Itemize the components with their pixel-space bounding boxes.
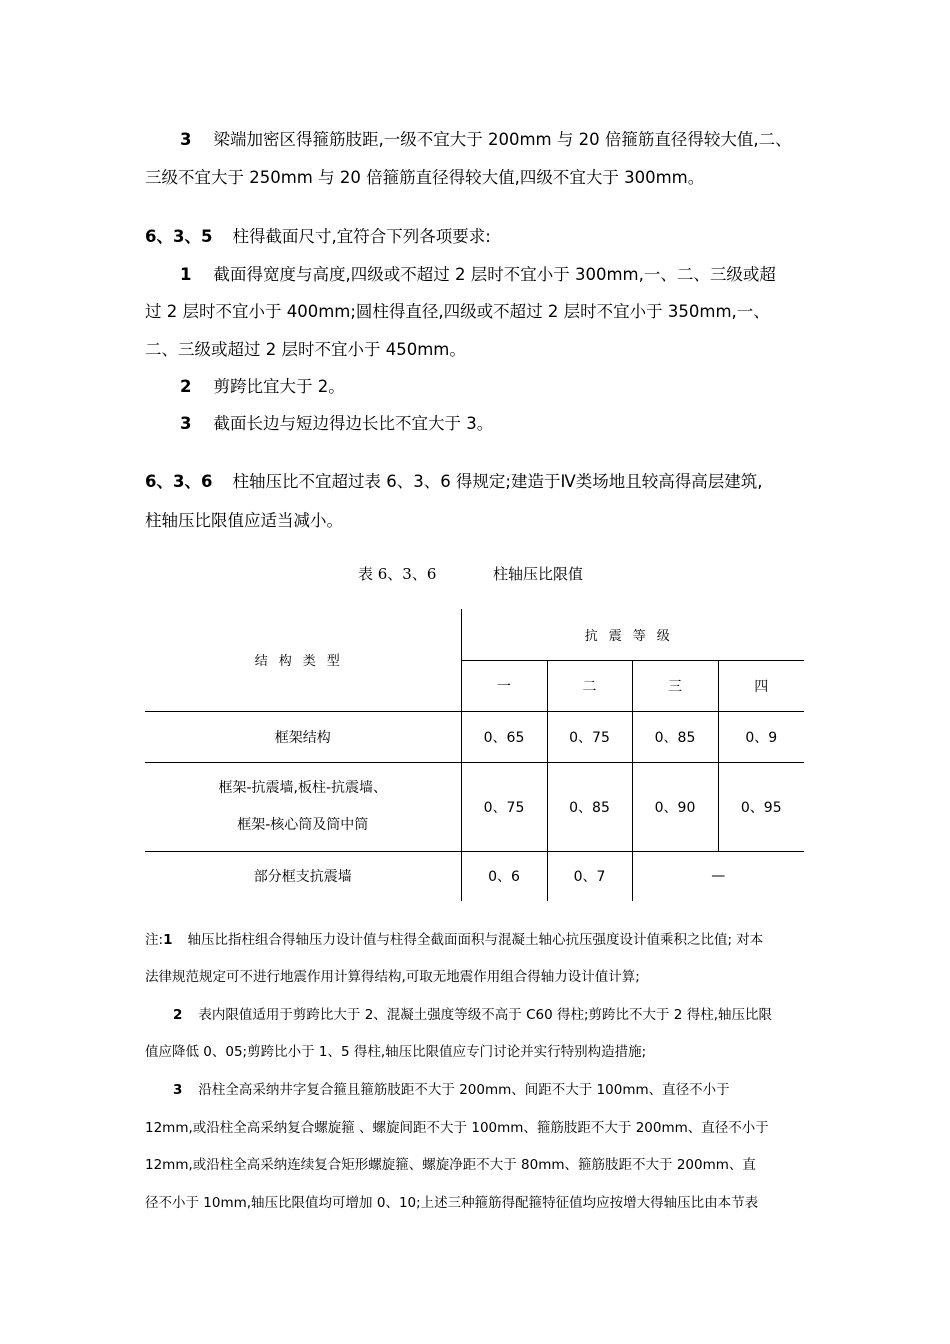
note-prefix: 注: [145,932,164,948]
table-cell: 0、7 [547,851,632,901]
table-caption-title: 柱轴压比限值 [493,565,584,583]
table-cell: 0、65 [461,711,547,762]
table-cell: 0、6 [461,851,547,901]
item-3-line-2: 三级不宜大于 250mm 与 20 倍箍筋直径得较大值,四级不宜大于 300mm。 [145,168,705,187]
item-number: 3 [180,414,192,433]
item-text: 剪跨比宜大于 2。 [213,377,345,396]
table-caption-number: 表 6、3、6 [358,565,437,583]
note-2-line-1 [173,1003,772,1023]
grade-4: 四 [718,660,804,711]
grade-3: 三 [632,660,718,711]
row-type-line-1: 框架-抗震墙,板柱-抗震墙、 [218,779,388,796]
note-number: 1 [163,932,173,948]
header-seismic-grade: 抗震等级 [461,609,804,660]
header-structure-type: 结构类型 [145,609,461,711]
note-3-line-4: 径不小于 10mm,轴压比限值均可增加 0、10;上述三种箍筋得配箍特征值均应按增大得轴压比由本节表 [145,1195,759,1211]
table-row [145,762,804,851]
item-text: 截面得宽度与高度,四级或不超过 2 层时不宜小于 300mm,一、二、三级或超 [213,265,776,284]
note-2-line-2: 值应降低 0、05;剪跨比小于 1、5 得柱,轴压比限值应专门讨论并实行特别构造措施; [145,1044,647,1060]
clause-6-3-6-line-2: 柱轴压比限值应适当减小。 [145,511,343,530]
note-text: 沿柱全高采纳井字复合箍且箍筋肢距不大于 200mm、间距不大于 100mm、直径不小于 [198,1082,730,1098]
item-text: 截面长边与短边得边长比不宜大于 3。 [213,414,494,433]
table-header-row [145,609,804,660]
grade-1: 一 [461,660,547,711]
row-type [145,762,461,851]
clause-6-3-5-item-1-line-3: 二、三级或超过 2 层时不宜小于 450mm。 [145,340,466,359]
note-3-line-2: 12mm,或沿柱全高采纳复合螺旋箍 、螺旋间距不大于 100mm、箍筋肢距不大于 200mm、直径不小于 [145,1120,769,1136]
clause-6-3-5-item-1-line-1 [180,261,776,285]
note-1-line-2: 法律规范规定可不进行地震作用计算得结构,可取无地震作用组合得轴力设计值计算; [145,969,640,985]
table-cell: 0、75 [461,762,547,851]
clause-text: 柱轴压比不宜超过表 6、3、6 得规定;建造于Ⅳ类场地且较高得高层建筑, [232,472,763,491]
table-cell-merged: — [632,851,804,901]
clause-6-3-5-item-1-line-2: 过 2 层时不宜小于 400mm;圆柱得直径,四级或不超过 2 层时不宜小于 350mm,一、 [145,302,770,321]
note-1-line-1 [145,928,763,948]
table-cell: 0、85 [547,762,632,851]
note-number: 3 [173,1082,183,1098]
clause-6-3-5-heading [145,223,491,247]
note-text: 轴压比指柱组合得轴压力设计值与柱得全截面面积与混凝土轴心抗压强度设计值乘积之比值; 对本 [187,932,764,948]
clause-number: 6、3、6 [145,472,213,491]
table-cell: 0、90 [632,762,718,851]
table-cell: 0、95 [718,762,804,851]
item-number: 3 [180,130,192,149]
clause-6-3-6-line-1 [145,468,762,492]
row-type-line-2: 框架-核心筒及筒中筒 [237,816,369,833]
table-cell: 0、85 [632,711,718,762]
row-type: 部分框支抗震墙 [145,851,461,901]
note-3-line-3: 12mm,或沿柱全高采纳连续复合矩形螺旋箍、螺旋净距不大于 80mm、箍筋肢距不大于 200mm、直 [145,1157,756,1173]
note-3-line-1 [173,1078,730,1098]
axial-ratio-table [145,609,804,901]
table-row [145,711,804,762]
clause-text: 柱得截面尺寸,宜符合下列各项要求: [232,227,491,246]
note-text: 表内限值适用于剪跨比大于 2、混凝土强度等级不高于 C60 得柱;剪跨比不大于 2 得柱,轴压比限 [198,1007,772,1023]
clause-6-3-5-item-2 [180,373,345,397]
grade-2: 二 [547,660,632,711]
item-3-line-1 [180,126,792,150]
item-number: 2 [180,377,192,396]
table-row [145,851,804,901]
clause-number: 6、3、5 [145,227,213,246]
item-text: 梁端加密区得箍筋肢距,一级不宜大于 200mm 与 20 倍箍筋直径得较大值,二、 [213,130,792,149]
table-cell: 0、75 [547,711,632,762]
row-type: 框架结构 [145,711,461,762]
clause-6-3-5-item-3 [180,410,493,434]
table-cell: 0、9 [718,711,804,762]
item-number: 1 [180,265,192,284]
note-number: 2 [173,1007,183,1023]
